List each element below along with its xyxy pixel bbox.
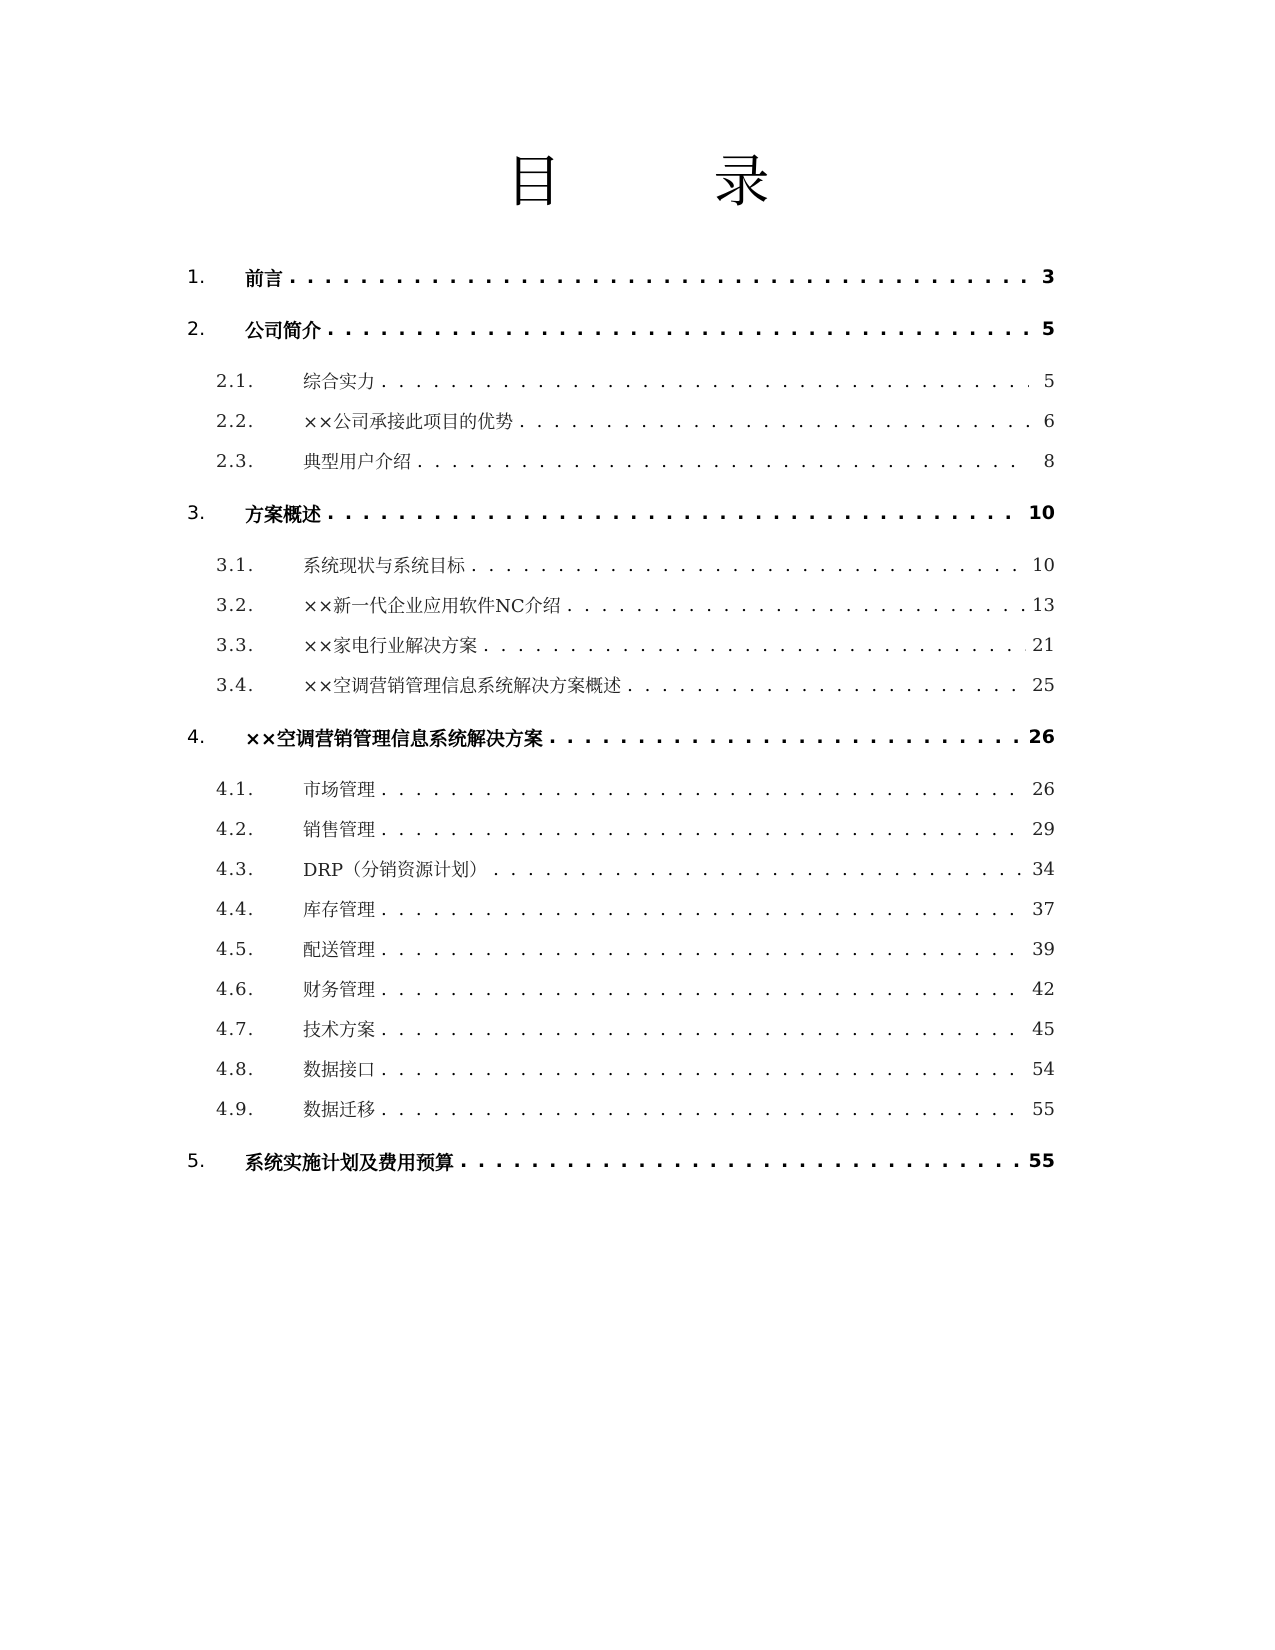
- toc-entry-page: 42: [1032, 978, 1055, 1000]
- toc-dot-leader: [381, 1019, 1026, 1040]
- toc-entry-page: 10: [1028, 502, 1055, 524]
- toc-entry-number: 4.8.: [216, 1058, 255, 1080]
- toc-entry-title: 系统现状与系统目标: [303, 556, 465, 577]
- toc-dot-leader: [327, 502, 1023, 524]
- toc-entry-title: 库存管理: [303, 900, 375, 921]
- toc-entry-title: 数据接口: [303, 1060, 375, 1081]
- toc-entry-page: 37: [1032, 898, 1055, 920]
- toc-entry-page: 55: [1028, 1150, 1055, 1172]
- toc-entry[interactable]: [216, 670, 1055, 700]
- toc-entry[interactable]: [216, 854, 1055, 884]
- toc-dot-leader: [627, 675, 1026, 696]
- toc-dot-leader: [549, 726, 1023, 748]
- toc-entry-page: 13: [1032, 594, 1055, 616]
- toc-entry-number: 4.7.: [216, 1018, 255, 1040]
- toc-entry-number: 1.: [187, 266, 206, 288]
- toc-entry[interactable]: [216, 1014, 1055, 1044]
- toc-entry-page: 25: [1032, 674, 1055, 696]
- toc-dot-leader: [417, 451, 1029, 472]
- toc-entry-number: 3.1.: [216, 554, 255, 576]
- toc-entry-number: 4.5.: [216, 938, 255, 960]
- toc-entry-page: 5: [1043, 370, 1055, 392]
- toc-dot-leader: [289, 266, 1029, 288]
- toc-entry-title: 综合实力: [303, 372, 375, 393]
- toc-entry[interactable]: [216, 1054, 1055, 1084]
- toc-entry-title: ××空调营销管理信息系统解决方案概述: [303, 676, 622, 697]
- toc-entry-page: 8: [1043, 450, 1055, 472]
- toc-dot-leader: [519, 411, 1029, 432]
- toc-dot-leader: [483, 635, 1026, 656]
- toc-entry-page: 54: [1032, 1058, 1055, 1080]
- toc-entry[interactable]: [187, 498, 1055, 528]
- toc-entry[interactable]: [216, 894, 1055, 924]
- toc-entry-number: 2.: [187, 318, 206, 340]
- toc-entry-number: 2.3.: [216, 450, 255, 472]
- toc-entry-number: 4.: [187, 726, 206, 748]
- toc-entry-page: 10: [1032, 554, 1055, 576]
- toc-entry-title: ××新一代企业应用软件NC介绍: [303, 596, 561, 617]
- toc-dot-leader: [327, 318, 1029, 340]
- toc-entry-number: 4.2.: [216, 818, 255, 840]
- toc-entry-number: 4.9.: [216, 1098, 255, 1120]
- toc-entry-title: ××公司承接此项目的优势: [303, 412, 514, 433]
- toc-entry-page: 26: [1028, 726, 1055, 748]
- toc-entry-title: 数据迁移: [303, 1100, 375, 1121]
- toc-entry-number: 4.6.: [216, 978, 255, 1000]
- toc-entry-title: DRP（分销资源计划）: [303, 860, 488, 881]
- toc-entry-title: 前言: [245, 267, 284, 290]
- toc-entry-page: 3: [1041, 266, 1055, 288]
- toc-dot-leader: [381, 1099, 1026, 1120]
- toc-entry[interactable]: [216, 814, 1055, 844]
- toc-entry-title: 典型用户介绍: [303, 452, 411, 473]
- toc-entry-number: 3.: [187, 502, 206, 524]
- toc-entry-title: 公司简介: [245, 319, 322, 342]
- toc-entry-page: 39: [1032, 938, 1055, 960]
- toc-entry-number: 4.4.: [216, 898, 255, 920]
- toc-entry-page: 29: [1032, 818, 1055, 840]
- toc-entry-title: ××家电行业解决方案: [303, 636, 478, 657]
- toc-entry-page: 34: [1032, 858, 1055, 880]
- toc-entry-number: 2.2.: [216, 410, 255, 432]
- toc-entry-page: 21: [1032, 634, 1055, 656]
- toc-entry-title: 财务管理: [303, 980, 375, 1001]
- toc-entry-number: 3.4.: [216, 674, 255, 696]
- toc-entry-page: 6: [1043, 410, 1055, 432]
- toc-entry-number: 5.: [187, 1150, 206, 1172]
- toc-entry[interactable]: [216, 630, 1055, 660]
- toc-entry[interactable]: [216, 934, 1055, 964]
- toc-entry[interactable]: [216, 446, 1055, 476]
- toc-entry[interactable]: [216, 774, 1055, 804]
- toc-entry-number: 3.3.: [216, 634, 255, 656]
- toc-entry[interactable]: [187, 314, 1055, 344]
- toc-entry[interactable]: [216, 1094, 1055, 1124]
- toc-entry-page: 26: [1032, 778, 1055, 800]
- toc-entry-page: 55: [1032, 1098, 1055, 1120]
- toc-entry-number: 2.1.: [216, 370, 255, 392]
- toc-entry-number: 4.3.: [216, 858, 255, 880]
- toc-entry[interactable]: [187, 262, 1055, 292]
- toc-entry-page: 45: [1032, 1018, 1055, 1040]
- toc-entry[interactable]: [216, 550, 1055, 580]
- toc-entry-title: 市场管理: [303, 780, 375, 801]
- toc-entry-title: 系统实施计划及费用预算: [245, 1151, 455, 1174]
- toc-dot-leader: [460, 1150, 1023, 1172]
- toc-dot-leader: [493, 859, 1026, 880]
- toc-dot-leader: [381, 899, 1026, 920]
- toc-entry-title: 配送管理: [303, 940, 375, 961]
- toc-dot-leader: [471, 555, 1026, 576]
- toc-entry-number: 4.1.: [216, 778, 255, 800]
- toc-entry-number: 3.2.: [216, 594, 255, 616]
- toc-entry[interactable]: [187, 1146, 1055, 1176]
- toc-dot-leader: [381, 939, 1026, 960]
- toc-entry-page: 5: [1041, 318, 1055, 340]
- toc-entry[interactable]: [187, 722, 1055, 752]
- toc-dot-leader: [567, 595, 1026, 616]
- toc-entry-title: 销售管理: [303, 820, 375, 841]
- toc-entry[interactable]: [216, 974, 1055, 1004]
- toc-dot-leader: [381, 1059, 1026, 1080]
- toc-dot-leader: [381, 779, 1026, 800]
- toc-entry-title: 方案概述: [245, 503, 322, 526]
- toc-dot-leader: [381, 979, 1026, 1000]
- toc-entry[interactable]: [216, 590, 1055, 620]
- toc-entry[interactable]: [216, 406, 1055, 436]
- toc-dot-leader: [381, 371, 1029, 392]
- toc-entry[interactable]: [216, 366, 1055, 396]
- toc-entry-title: ××空调营销管理信息系统解决方案: [245, 727, 543, 750]
- toc-dot-leader: [381, 819, 1026, 840]
- toc-title: 目 录: [505, 150, 818, 215]
- toc-entry-title: 技术方案: [303, 1020, 375, 1041]
